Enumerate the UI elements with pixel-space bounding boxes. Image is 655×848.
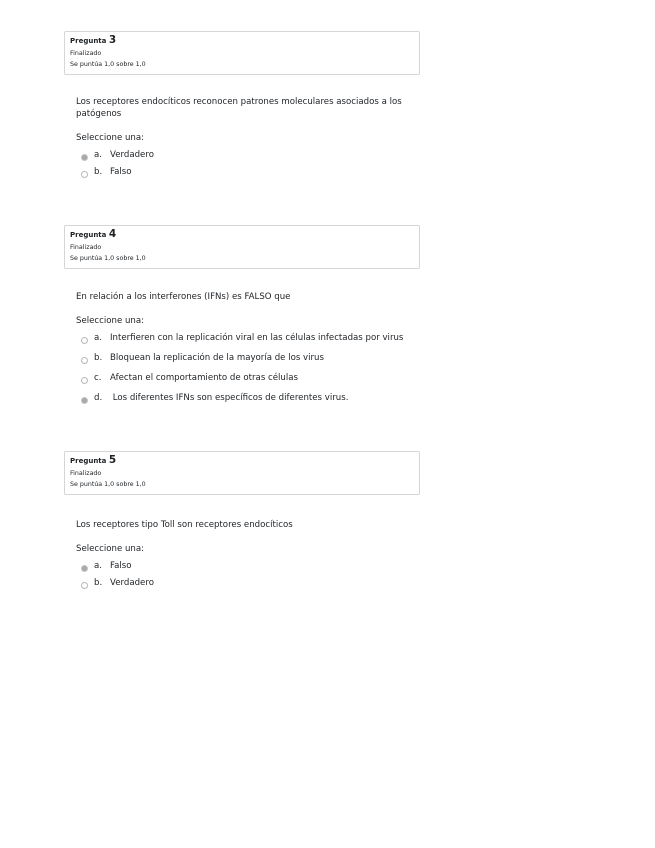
question-title-label: Pregunta xyxy=(70,457,107,465)
answer-option-c[interactable] xyxy=(76,372,422,384)
question-number: 4 xyxy=(108,228,117,240)
question-state: Finalizado xyxy=(70,244,102,251)
question-number: 5 xyxy=(108,454,117,466)
question-title xyxy=(70,35,414,47)
question-state: Finalizado xyxy=(70,50,102,57)
answer-letter: a. xyxy=(94,333,102,343)
answer-label: Los diferentes IFNs son específicos de diferentes virus. xyxy=(110,393,349,403)
radio-unselected-icon[interactable] xyxy=(81,171,88,178)
answer-prompt: Seleccione una: xyxy=(76,316,145,326)
answer-letter: b. xyxy=(94,167,103,177)
radio-unselected-icon[interactable] xyxy=(81,357,88,364)
question-number: 3 xyxy=(108,34,117,46)
radio-selected-icon[interactable] xyxy=(81,565,88,572)
answer-label: Verdadero xyxy=(110,150,154,160)
answer-prompt: Seleccione una: xyxy=(76,544,145,554)
question-text: En relación a los interferones (IFNs) es FALSO que xyxy=(76,292,291,302)
question-text: Los receptores tipo Toll son receptores endocíticos xyxy=(76,520,293,530)
question-state: Finalizado xyxy=(70,470,102,477)
radio-selected-icon[interactable] xyxy=(81,397,88,404)
question-grade: Se puntúa 1,0 sobre 1,0 xyxy=(70,481,146,488)
radio-unselected-icon[interactable] xyxy=(81,582,88,589)
question-title-label: Pregunta xyxy=(70,37,107,45)
answer-letter: a. xyxy=(94,561,102,571)
answer-label: Afectan el comportamiento de otras células xyxy=(110,373,299,383)
answer-label: Bloquean la replicación de la mayoría de los virus xyxy=(110,353,324,363)
question-info-box xyxy=(64,451,420,495)
answer-letter: b. xyxy=(94,353,103,363)
radio-unselected-icon[interactable] xyxy=(81,377,88,384)
question-text: Los receptores endocíticos reconocen patrones moleculares asociados a los patógenos xyxy=(76,97,402,119)
answer-option-b[interactable] xyxy=(76,352,422,364)
answer-option-a[interactable] xyxy=(76,149,422,161)
radio-unselected-icon[interactable] xyxy=(81,337,88,344)
answer-letter: a. xyxy=(94,150,102,160)
question-3 xyxy=(64,31,422,183)
answer-prompt: Seleccione una: xyxy=(76,133,145,143)
question-title xyxy=(70,229,414,241)
radio-selected-icon[interactable] xyxy=(81,154,88,161)
question-grade: Se puntúa 1,0 sobre 1,0 xyxy=(70,61,146,68)
question-content xyxy=(64,96,422,178)
answer-label: Interfieren con la replicación viral en las células infectadas por virus xyxy=(110,333,404,343)
answer-option-b[interactable] xyxy=(76,166,422,178)
question-grade: Se puntúa 1,0 sobre 1,0 xyxy=(70,255,146,262)
question-4 xyxy=(64,225,422,412)
question-content xyxy=(64,519,422,589)
answer-option-a[interactable] xyxy=(76,560,422,572)
answer-option-b[interactable] xyxy=(76,577,422,589)
question-title xyxy=(70,455,414,467)
question-info-box xyxy=(64,31,420,75)
question-title-label: Pregunta xyxy=(70,231,107,239)
answer-letter: b. xyxy=(94,578,103,588)
answer-label: Verdadero xyxy=(110,578,154,588)
answer-label: Falso xyxy=(110,561,132,571)
question-5 xyxy=(64,451,422,594)
answer-option-a[interactable] xyxy=(76,332,422,344)
answer-label: Falso xyxy=(110,167,132,177)
question-info-box xyxy=(64,225,420,269)
answer-letter: c. xyxy=(94,373,102,383)
answer-option-d[interactable] xyxy=(76,392,422,404)
question-content xyxy=(64,291,422,404)
answer-letter: d. xyxy=(94,393,103,403)
